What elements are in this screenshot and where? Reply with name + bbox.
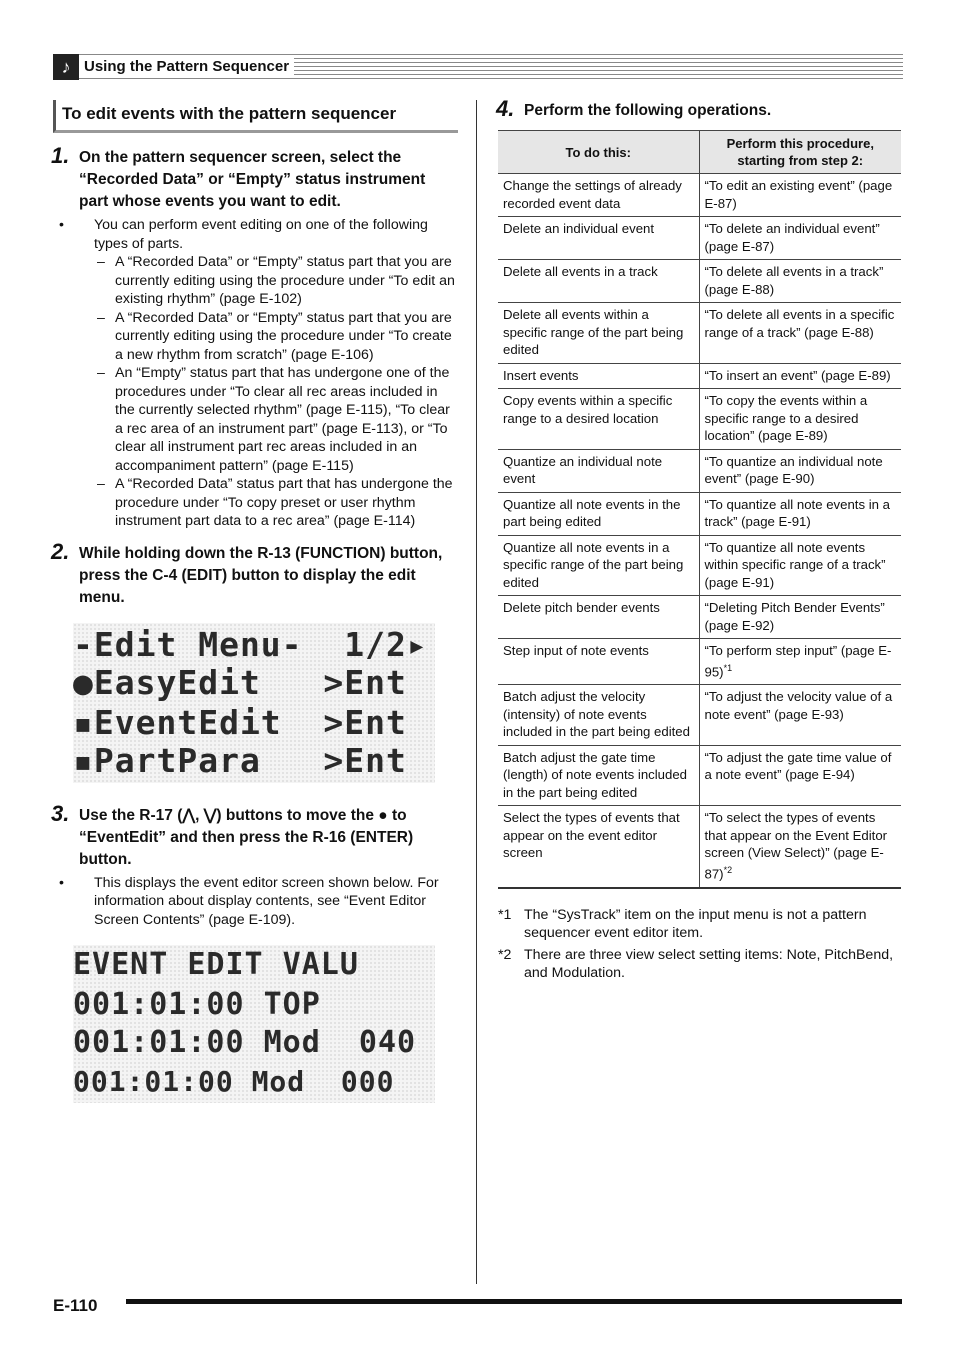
procedure-text: “To adjust the gate time value of a note event” (page E-94)	[704, 749, 892, 783]
dash-item: – A “Recorded Data” status part that has undergone the procedure under “To copy preset or user rhythm instrument part data to a rec area” (page E-114)	[97, 476, 453, 529]
procedure-cell	[699, 685, 901, 746]
procedure-text: “To insert an event” (page E-89)	[704, 367, 891, 383]
operations-table	[498, 130, 901, 889]
task-cell: Quantize an individual note event	[498, 449, 699, 492]
procedure-cell	[699, 596, 901, 639]
dash-item: – A “Recorded Data” or “Empty” status part that you are currently editing using the procedure under “To edit an existing rhythm” (page E-102)	[97, 254, 455, 307]
page-number: E-110	[53, 1296, 98, 1315]
table-row	[498, 174, 901, 217]
task-cell: Delete an individual event	[498, 217, 699, 260]
task-cell: Batch adjust the gate time (length) of note events included in the part being edited	[498, 745, 699, 806]
footnote-ref: *2	[723, 864, 733, 875]
page-header	[53, 54, 903, 80]
lcd-row: 001:01:00 Mod 040	[73, 1025, 417, 1060]
procedure-text: “To edit an existing event” (page E-87)	[704, 178, 893, 211]
task-cell: Copy events within a specific range to a desired location	[498, 389, 699, 450]
procedure-text: “To quantize all note events within specific range of a track” (page E-91)	[704, 539, 886, 590]
edit-menu-lcd	[73, 623, 435, 783]
task-cell: Select the types of events that appear on the event editor screen	[498, 806, 699, 888]
column-header: Perform this procedure, starting from step 2:	[699, 131, 901, 174]
procedure-text: “To select the types of events that appear on the Event Editor screen (View Select)” (page E-87)	[704, 810, 888, 882]
procedure-cell	[699, 535, 901, 596]
lcd-row: ▪PartPara >Ent	[73, 740, 407, 780]
step-4	[496, 96, 902, 122]
procedure-text: “To adjust the velocity value of a note event” (page E-93)	[704, 689, 893, 722]
procedure-cell	[699, 806, 901, 888]
table-row	[498, 596, 901, 639]
table-header-row	[498, 131, 901, 174]
task-cell: Insert events	[498, 363, 699, 389]
procedure-cell	[699, 492, 901, 535]
step-number: 3.	[51, 800, 70, 826]
procedure-cell	[699, 389, 901, 450]
column-header: To do this:	[498, 131, 699, 174]
task-cell: Quantize all note events in the part being edited	[498, 492, 699, 535]
table-row	[498, 217, 901, 260]
footnote-mark: *2	[498, 946, 512, 963]
lcd-row: ●EasyEdit >Ent	[73, 662, 407, 702]
left-column	[53, 100, 458, 1103]
dash-text: A “Recorded Data” or “Empty” status part that you are currently editing using the procedure under “To edit an existing rhythm” (page E-102)	[115, 254, 455, 307]
procedure-cell	[699, 260, 901, 303]
step-number: 2.	[51, 538, 70, 564]
music-note-icon: ♪	[53, 54, 79, 80]
procedure-cell	[699, 174, 901, 217]
procedure-text: “To quantize all note events in a track” (page E-91)	[704, 496, 890, 529]
procedure-cell	[699, 449, 901, 492]
table-row	[498, 639, 901, 685]
footnote-2	[498, 946, 902, 983]
dash-text: An “Empty” status part that has undergone one of the procedures under “To clear all rec areas included in the currently selected rhythm” (page E-115), “To clear a rec area of an instrument part” (page E-113), or “To clear all instrument part rec areas included in an accompaniment pattern” (page E-115)	[115, 365, 450, 474]
procedure-text: “To perform step input” (page E-95)	[704, 643, 892, 679]
right-column	[496, 96, 902, 983]
table-row	[498, 492, 901, 535]
procedure-text: “Deleting Pitch Bender Events” (page E-92)	[704, 600, 885, 633]
table-row	[498, 389, 901, 450]
procedure-text: “To delete all events in a specific range of a track” (page E-88)	[704, 307, 895, 340]
table-row	[498, 449, 901, 492]
lcd-row: -Edit Menu- 1/2▸	[73, 624, 428, 664]
footnote-text: The “SysTrack” item on the input menu is not a pattern sequencer event editor item.	[524, 906, 867, 942]
dash-item: – A “Recorded Data” or “Empty” status part that you are currently editing using the procedure under “To create a new rhythm from scratch” (page E-106)	[97, 309, 452, 363]
step-text: On the pattern sequencer screen, select the “Recorded Data” or “Empty” status instrument part whose events you want to edit.	[79, 149, 426, 210]
task-cell: Batch adjust the velocity (intensity) of note events included in the part being edited	[498, 685, 699, 746]
table-row	[498, 806, 901, 888]
step-2	[51, 538, 458, 609]
procedure-cell	[699, 217, 901, 260]
task-cell: Delete all events within a specific range of the part being edited	[498, 303, 699, 364]
step-number: 1.	[51, 143, 70, 168]
dash-text: A “Recorded Data” or “Empty” status part that you are currently editing using the procedure under “To create a new rhythm from scratch” (page E-106)	[115, 309, 452, 363]
task-cell: Delete all events in a track	[498, 260, 699, 303]
bullet-text: You can perform event editing on one of the following types of parts.	[94, 217, 428, 252]
step-1	[51, 143, 458, 531]
procedure-cell	[699, 363, 901, 389]
procedure-cell	[699, 639, 901, 685]
event-edit-lcd	[73, 945, 435, 1103]
header-title: Using the Pattern Sequencer	[79, 57, 294, 77]
footnote-ref: *1	[723, 662, 733, 673]
task-cell: Delete pitch bender events	[498, 596, 699, 639]
step-3-bullet	[57, 874, 458, 930]
dash-item: – An “Empty” status part that has undergone one of the procedures under “To clear all rec areas included in the currently selected rhythm” (page E-115), “To clear a rec area of an instrument part” (page E-113), or “To clear all instrument part rec areas included in an accompaniment pattern” (page E-115)	[97, 365, 450, 474]
table-row	[498, 363, 901, 389]
table-row	[498, 745, 901, 806]
table-row	[498, 685, 901, 746]
procedure-cell	[699, 303, 901, 364]
bullet-text: This displays the event editor screen shown below. For information about display contents, see “Event Editor Screen Contents” (page E-109).	[94, 874, 439, 928]
task-cell: Step input of note events	[498, 639, 699, 685]
step-3	[51, 800, 458, 930]
dash-text: A “Recorded Data” status part that has undergone the procedure under “To copy preset or user rhythm instrument part data to a rec area” (page E-114)	[115, 476, 453, 529]
lcd-row: 001:01:00 Mod 000	[73, 1065, 395, 1098]
step-text: While holding down the R-13 (FUNCTION) button, press the C-4 (EDIT) button to display the edit menu.	[79, 544, 443, 606]
procedure-text: “To quantize an individual note event” (page E-90)	[704, 453, 883, 486]
procedure-text: “To copy the events within a specific range to a desired location” (page E-89)	[704, 393, 868, 443]
lcd-row: 001:01:00 TOP	[73, 987, 321, 1022]
task-cell: Change the settings of already recorded event data	[498, 174, 699, 217]
footnote-1	[498, 906, 902, 943]
step-number: 4.	[496, 96, 515, 121]
lcd-row: EVENT EDIT VALU	[73, 947, 359, 982]
lcd-row: ▪EventEdit >Ent	[73, 702, 407, 742]
table-row	[498, 260, 901, 303]
task-cell: Quantize all note events in a specific range of the part being edited	[498, 535, 699, 596]
step-text: Perform the following operations.	[524, 102, 772, 119]
footnote-mark: *1	[498, 906, 512, 923]
table-row	[498, 303, 901, 364]
step-text: Use the R-17 (⋀, ⋁) buttons to move the ● to “EventEdit” and then press the R-16 (ENTER) button.	[79, 806, 414, 868]
procedure-text: “To delete an individual event” (page E-87)	[704, 221, 880, 254]
step-1-bullet	[57, 216, 458, 253]
column-divider	[476, 100, 477, 1284]
section-title: To edit events with the pattern sequencer	[53, 100, 458, 133]
table-row	[498, 535, 901, 596]
procedure-cell	[699, 745, 901, 806]
footnote-text: There are three view select setting items: Note, PitchBend, and Modulation.	[524, 946, 894, 982]
procedure-text: “To delete all events in a track” (page E-88)	[704, 264, 884, 297]
footer-rule	[126, 1299, 902, 1304]
